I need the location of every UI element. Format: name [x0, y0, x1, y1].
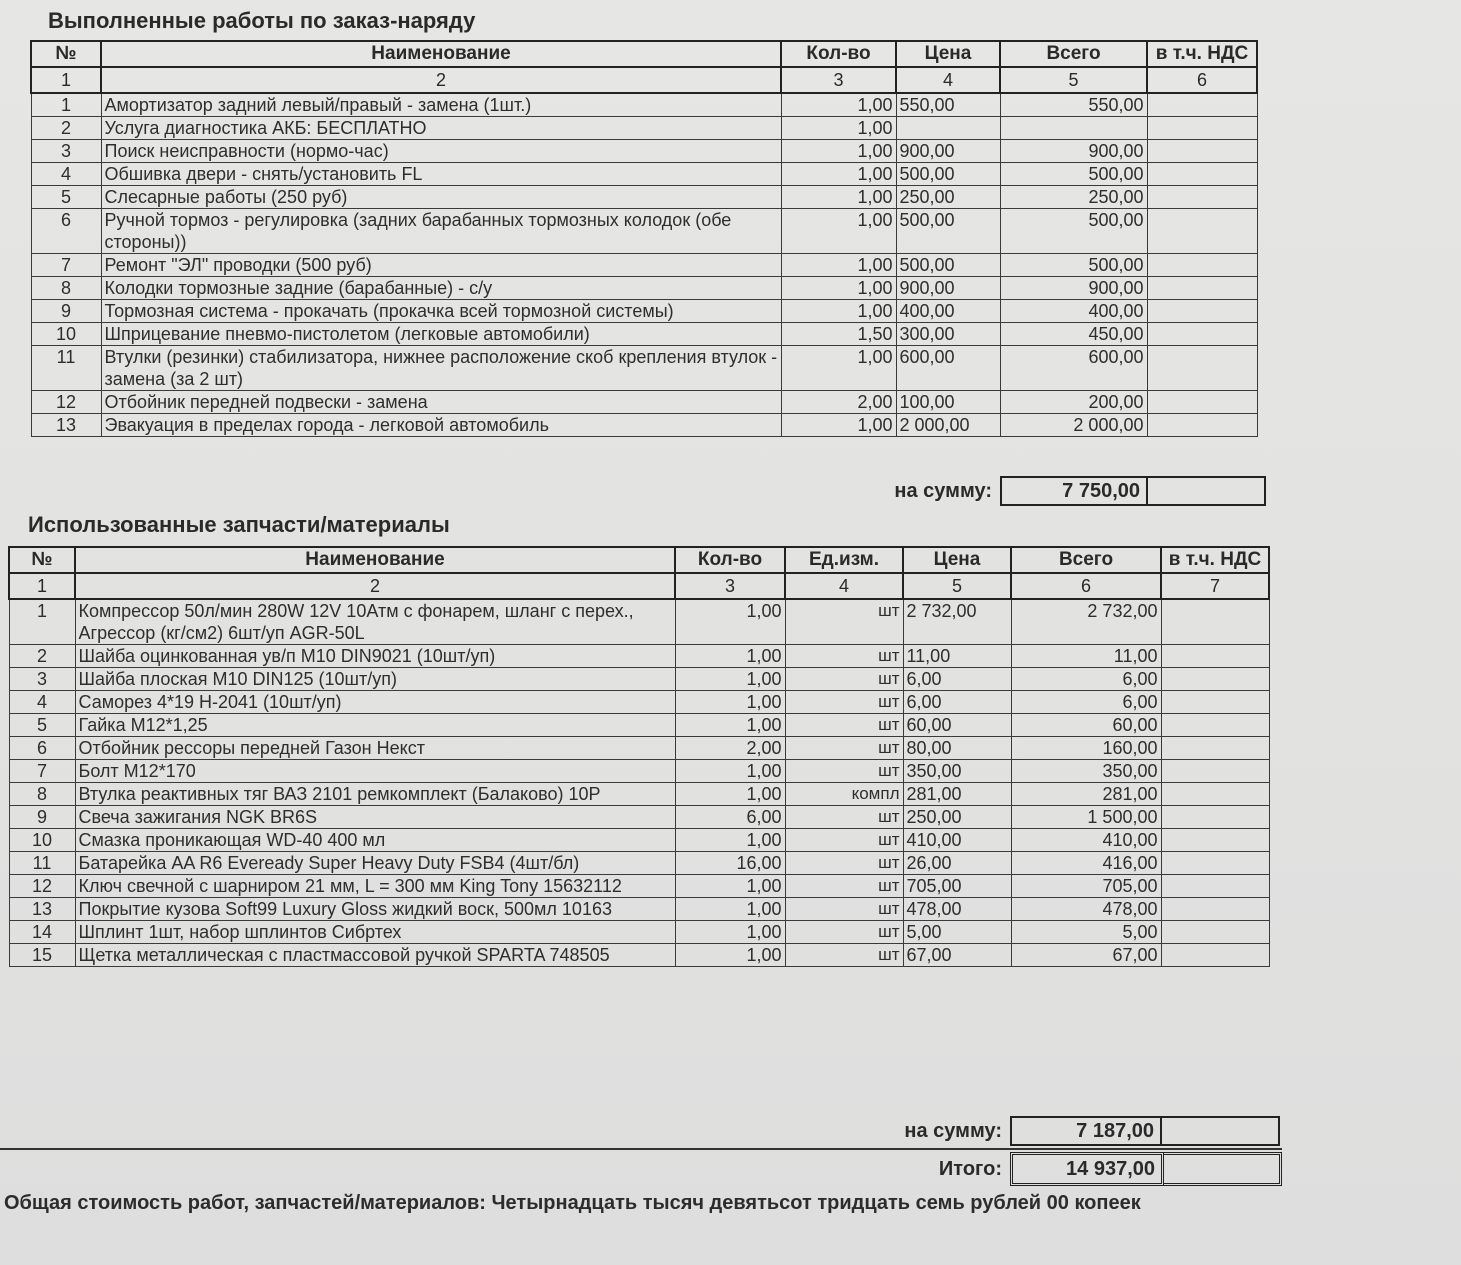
- works-quantity-cell: 1,00: [781, 300, 896, 323]
- parts-row-number-cell: 11: [9, 852, 75, 875]
- parts-price-cell: 281,00: [903, 783, 1011, 806]
- parts-price-cell: 6,00: [903, 668, 1011, 691]
- grand-total-value: 14 937,00: [1010, 1152, 1164, 1186]
- works-row-number-cell: 10: [31, 323, 101, 346]
- works-item-name-cell: Услуга диагностика АКБ: БЕСПЛАТНО: [101, 117, 781, 140]
- parts-header-total: Всего: [1011, 547, 1161, 573]
- works-table-row: [31, 254, 1257, 277]
- works-quantity-cell: 1,00: [781, 277, 896, 300]
- works-item-name-cell: Ремонт "ЭЛ" проводки (500 руб): [101, 254, 781, 277]
- parts-vat-cell: [1161, 737, 1269, 760]
- parts-sum-label: на сумму:: [904, 1119, 1002, 1142]
- parts-item-name-cell: Саморез 4*19 Н-2041 (10шт/уп): [75, 691, 675, 714]
- parts-colnum: 1: [9, 573, 75, 599]
- works-item-name-cell: Тормозная система - прокачать (прокачка всей тормозной системы): [101, 300, 781, 323]
- parts-unit-cell: шт: [785, 599, 903, 645]
- works-quantity-cell: 1,00: [781, 209, 896, 254]
- works-header-total: Всего: [1000, 41, 1147, 67]
- parts-table-row: [9, 806, 1269, 829]
- works-row-number-cell: 11: [31, 346, 101, 391]
- parts-table: [8, 546, 1270, 967]
- parts-row-number-cell: 5: [9, 714, 75, 737]
- works-row-number-cell: 12: [31, 391, 101, 414]
- parts-item-name-cell: Компрессор 50л/мин 280W 12V 10Атм с фонарем, шланг с перех., Агрессор (кг/см2) 6шт/уп AGR-50L: [75, 599, 675, 645]
- parts-price-cell: 80,00: [903, 737, 1011, 760]
- works-sum-value: 7 750,00: [1000, 476, 1148, 506]
- parts-table-row: [9, 852, 1269, 875]
- parts-unit-cell: шт: [785, 921, 903, 944]
- works-vat-cell: [1147, 254, 1257, 277]
- parts-quantity-cell: 1,00: [675, 714, 785, 737]
- parts-item-name-cell: Смазка проникающая WD-40 400 мл: [75, 829, 675, 852]
- parts-sum-row: [760, 1116, 1280, 1146]
- works-total-cell: 500,00: [1000, 209, 1147, 254]
- parts-total-cell: 2 732,00: [1011, 599, 1161, 645]
- works-price-cell: [896, 117, 1000, 140]
- parts-header-price: Цена: [903, 547, 1011, 573]
- parts-quantity-cell: 1,00: [675, 599, 785, 645]
- parts-quantity-cell: 1,00: [675, 645, 785, 668]
- works-price-cell: 100,00: [896, 391, 1000, 414]
- parts-quantity-cell: 1,00: [675, 944, 785, 967]
- works-vat-cell: [1147, 391, 1257, 414]
- parts-row-number-cell: 6: [9, 737, 75, 760]
- works-row-number-cell: 8: [31, 277, 101, 300]
- parts-total-cell: 6,00: [1011, 691, 1161, 714]
- parts-unit-cell: шт: [785, 691, 903, 714]
- parts-item-name-cell: Шплинт 1шт, набор шплинтов Сибртех: [75, 921, 675, 944]
- parts-price-cell: 410,00: [903, 829, 1011, 852]
- parts-header-name: Наименование: [75, 547, 675, 573]
- works-header-name: Наименование: [101, 41, 781, 67]
- works-row-number-cell: 3: [31, 140, 101, 163]
- parts-unit-cell: шт: [785, 898, 903, 921]
- works-table-row: [31, 300, 1257, 323]
- works-table-row: [31, 93, 1257, 117]
- parts-colnum: 3: [675, 573, 785, 599]
- parts-item-name-cell: Покрытие кузова Soft99 Luxury Gloss жидкий воск, 500мл 10163: [75, 898, 675, 921]
- parts-item-name-cell: Болт М12*170: [75, 760, 675, 783]
- works-sum-label: на сумму:: [894, 479, 992, 502]
- works-header-qty: Кол-во: [781, 41, 896, 67]
- parts-quantity-cell: 1,00: [675, 921, 785, 944]
- works-colnum: 4: [896, 67, 1000, 93]
- works-total-cell: 400,00: [1000, 300, 1147, 323]
- works-section-title: Выполненные работы по заказ-наряду: [48, 8, 476, 33]
- grand-total-label: Итого:: [938, 1157, 1002, 1180]
- parts-unit-cell: шт: [785, 668, 903, 691]
- parts-table-row: [9, 691, 1269, 714]
- works-price-cell: 900,00: [896, 140, 1000, 163]
- works-quantity-cell: 1,00: [781, 140, 896, 163]
- parts-price-cell: 350,00: [903, 760, 1011, 783]
- works-table-row: [31, 140, 1257, 163]
- parts-row-number-cell: 9: [9, 806, 75, 829]
- works-item-name-cell: Амортизатор задний левый/правый - замена (1шт.): [101, 93, 781, 117]
- works-price-cell: 2 000,00: [896, 414, 1000, 437]
- parts-price-cell: 5,00: [903, 921, 1011, 944]
- parts-quantity-cell: 1,00: [675, 875, 785, 898]
- parts-table-row: [9, 645, 1269, 668]
- works-table-row: [31, 209, 1257, 254]
- works-price-cell: 400,00: [896, 300, 1000, 323]
- parts-row-number-cell: 12: [9, 875, 75, 898]
- parts-unit-cell: шт: [785, 829, 903, 852]
- parts-total-cell: 705,00: [1011, 875, 1161, 898]
- works-total-cell: 200,00: [1000, 391, 1147, 414]
- works-total-cell: [1000, 117, 1147, 140]
- works-vat-cell: [1147, 414, 1257, 437]
- works-sum-vat: [1148, 476, 1266, 506]
- parts-row-number-cell: 13: [9, 898, 75, 921]
- works-vat-cell: [1147, 323, 1257, 346]
- works-row-number-cell: 7: [31, 254, 101, 277]
- parts-header-num: №: [9, 547, 75, 573]
- parts-table-row: [9, 783, 1269, 806]
- amount-in-words: Общая стоимость работ, запчастей/материалов: Четырнадцать тысяч девятьсот тридцать семь рублей 00 копеек: [4, 1192, 1141, 1214]
- parts-price-cell: 60,00: [903, 714, 1011, 737]
- parts-row-number-cell: 4: [9, 691, 75, 714]
- works-total-cell: 2 000,00: [1000, 414, 1147, 437]
- parts-item-name-cell: Гайка М12*1,25: [75, 714, 675, 737]
- works-total-cell: 550,00: [1000, 93, 1147, 117]
- works-quantity-cell: 1,00: [781, 163, 896, 186]
- parts-colnum: 6: [1011, 573, 1161, 599]
- parts-quantity-cell: 1,00: [675, 783, 785, 806]
- parts-table-row: [9, 944, 1269, 967]
- parts-vat-cell: [1161, 852, 1269, 875]
- works-price-cell: 500,00: [896, 209, 1000, 254]
- parts-header-unit: Ед.изм.: [785, 547, 903, 573]
- parts-item-name-cell: Шайба оцинкованная ув/п М10 DIN9021 (10шт/уп): [75, 645, 675, 668]
- grand-total-vat: [1164, 1152, 1282, 1186]
- parts-table-row: [9, 599, 1269, 645]
- parts-header-row: [9, 547, 1269, 573]
- works-vat-cell: [1147, 300, 1257, 323]
- works-row-number-cell: 4: [31, 163, 101, 186]
- works-quantity-cell: 2,00: [781, 391, 896, 414]
- works-price-cell: 500,00: [896, 163, 1000, 186]
- parts-total-cell: 410,00: [1011, 829, 1161, 852]
- works-row-number-cell: 1: [31, 93, 101, 117]
- parts-vat-cell: [1161, 714, 1269, 737]
- parts-quantity-cell: 1,00: [675, 760, 785, 783]
- works-colnum: 3: [781, 67, 896, 93]
- works-table: [30, 40, 1258, 437]
- parts-vat-cell: [1161, 944, 1269, 967]
- works-item-name-cell: Поиск неисправности (нормо-час): [101, 140, 781, 163]
- parts-unit-cell: шт: [785, 944, 903, 967]
- works-quantity-cell: 1,00: [781, 414, 896, 437]
- works-item-name-cell: Втулки (резинки) стабилизатора, нижнее расположение скоб крепления втулок - замена (за 2 шт): [101, 346, 781, 391]
- works-item-name-cell: Отбойник передней подвески - замена: [101, 391, 781, 414]
- parts-table-row: [9, 737, 1269, 760]
- parts-unit-cell: компл: [785, 783, 903, 806]
- works-total-cell: 250,00: [1000, 186, 1147, 209]
- parts-unit-cell: шт: [785, 852, 903, 875]
- parts-table-row: [9, 668, 1269, 691]
- parts-row-number-cell: 1: [9, 599, 75, 645]
- parts-vat-cell: [1161, 668, 1269, 691]
- works-item-name-cell: Колодки тормозные задние (барабанные) - с/у: [101, 277, 781, 300]
- parts-total-cell: 6,00: [1011, 668, 1161, 691]
- parts-sum-value: 7 187,00: [1010, 1116, 1162, 1146]
- parts-header-qty: Кол-во: [675, 547, 785, 573]
- parts-price-cell: 478,00: [903, 898, 1011, 921]
- works-price-cell: 550,00: [896, 93, 1000, 117]
- works-item-name-cell: Слесарные работы (250 руб): [101, 186, 781, 209]
- parts-total-cell: 67,00: [1011, 944, 1161, 967]
- works-total-cell: 900,00: [1000, 277, 1147, 300]
- parts-row-number-cell: 8: [9, 783, 75, 806]
- works-price-cell: 500,00: [896, 254, 1000, 277]
- parts-vat-cell: [1161, 806, 1269, 829]
- grand-total-row: [760, 1152, 1282, 1186]
- parts-sum-vat: [1162, 1116, 1280, 1146]
- works-total-cell: 450,00: [1000, 323, 1147, 346]
- works-sum-row: [760, 476, 1266, 506]
- parts-colnum: 2: [75, 573, 675, 599]
- parts-unit-cell: шт: [785, 875, 903, 898]
- divider-line: [0, 1148, 1282, 1150]
- parts-header-vat: в т.ч. НДС: [1161, 547, 1269, 573]
- parts-unit-cell: шт: [785, 714, 903, 737]
- works-price-cell: 900,00: [896, 277, 1000, 300]
- works-table-row: [31, 277, 1257, 300]
- parts-row-number-cell: 15: [9, 944, 75, 967]
- parts-total-cell: 416,00: [1011, 852, 1161, 875]
- parts-colnum: 7: [1161, 573, 1269, 599]
- works-header-row: [31, 41, 1257, 67]
- parts-section-title: Использованные запчасти/материалы: [28, 512, 450, 537]
- parts-colnum: 5: [903, 573, 1011, 599]
- parts-row-number-cell: 2: [9, 645, 75, 668]
- works-total-cell: 900,00: [1000, 140, 1147, 163]
- works-table-row: [31, 186, 1257, 209]
- works-colnum: 2: [101, 67, 781, 93]
- works-colnum: 1: [31, 67, 101, 93]
- parts-price-cell: 250,00: [903, 806, 1011, 829]
- works-table-row: [31, 163, 1257, 186]
- parts-quantity-cell: 1,00: [675, 829, 785, 852]
- works-vat-cell: [1147, 117, 1257, 140]
- works-row-number-cell: 5: [31, 186, 101, 209]
- works-total-cell: 500,00: [1000, 254, 1147, 277]
- parts-table-row: [9, 898, 1269, 921]
- works-item-name-cell: Обшивка двери - снять/установить FL: [101, 163, 781, 186]
- works-vat-cell: [1147, 140, 1257, 163]
- parts-vat-cell: [1161, 691, 1269, 714]
- works-row-number-cell: 9: [31, 300, 101, 323]
- parts-table-row: [9, 875, 1269, 898]
- works-header-price: Цена: [896, 41, 1000, 67]
- works-quantity-cell: 1,50: [781, 323, 896, 346]
- parts-price-cell: 67,00: [903, 944, 1011, 967]
- parts-quantity-cell: 1,00: [675, 691, 785, 714]
- parts-price-cell: 6,00: [903, 691, 1011, 714]
- parts-item-name-cell: Втулка реактивных тяг ВАЗ 2101 ремкомплект (Балаково) 10Р: [75, 783, 675, 806]
- parts-column-numbers-row: [9, 573, 1269, 599]
- works-vat-cell: [1147, 186, 1257, 209]
- works-vat-cell: [1147, 277, 1257, 300]
- works-row-number-cell: 13: [31, 414, 101, 437]
- works-total-cell: 500,00: [1000, 163, 1147, 186]
- parts-price-cell: 26,00: [903, 852, 1011, 875]
- parts-unit-cell: шт: [785, 806, 903, 829]
- works-table-row: [31, 117, 1257, 140]
- works-item-name-cell: Ручной тормоз - регулировка (задних барабанных тормозных колодок (обе стороны)): [101, 209, 781, 254]
- parts-vat-cell: [1161, 599, 1269, 645]
- works-column-numbers-row: [31, 67, 1257, 93]
- works-table-row: [31, 323, 1257, 346]
- parts-vat-cell: [1161, 760, 1269, 783]
- works-vat-cell: [1147, 163, 1257, 186]
- parts-price-cell: 2 732,00: [903, 599, 1011, 645]
- parts-price-cell: 705,00: [903, 875, 1011, 898]
- parts-total-cell: 11,00: [1011, 645, 1161, 668]
- works-price-cell: 250,00: [896, 186, 1000, 209]
- parts-table-row: [9, 829, 1269, 852]
- parts-vat-cell: [1161, 898, 1269, 921]
- works-vat-cell: [1147, 346, 1257, 391]
- parts-total-cell: 478,00: [1011, 898, 1161, 921]
- works-header-vat: в т.ч. НДС: [1147, 41, 1257, 67]
- parts-unit-cell: шт: [785, 645, 903, 668]
- works-quantity-cell: 1,00: [781, 93, 896, 117]
- parts-vat-cell: [1161, 783, 1269, 806]
- parts-row-number-cell: 3: [9, 668, 75, 691]
- works-row-number-cell: 6: [31, 209, 101, 254]
- works-quantity-cell: 1,00: [781, 346, 896, 391]
- parts-table-row: [9, 714, 1269, 737]
- parts-row-number-cell: 7: [9, 760, 75, 783]
- parts-quantity-cell: 16,00: [675, 852, 785, 875]
- works-price-cell: 300,00: [896, 323, 1000, 346]
- parts-colnum: 4: [785, 573, 903, 599]
- works-total-cell: 600,00: [1000, 346, 1147, 391]
- parts-vat-cell: [1161, 875, 1269, 898]
- parts-total-cell: 5,00: [1011, 921, 1161, 944]
- works-row-number-cell: 2: [31, 117, 101, 140]
- works-vat-cell: [1147, 209, 1257, 254]
- parts-price-cell: 11,00: [903, 645, 1011, 668]
- parts-item-name-cell: Шайба плоская М10 DIN125 (10шт/уп): [75, 668, 675, 691]
- parts-item-name-cell: Отбойник рессоры передней Газон Некст: [75, 737, 675, 760]
- parts-unit-cell: шт: [785, 737, 903, 760]
- parts-item-name-cell: Свеча зажигания NGK BR6S: [75, 806, 675, 829]
- parts-total-cell: 1 500,00: [1011, 806, 1161, 829]
- parts-quantity-cell: 1,00: [675, 668, 785, 691]
- parts-total-cell: 281,00: [1011, 783, 1161, 806]
- works-item-name-cell: Шприцевание пневмо-пистолетом (легковые автомобили): [101, 323, 781, 346]
- parts-quantity-cell: 2,00: [675, 737, 785, 760]
- parts-item-name-cell: Батарейка AA R6 Eveready Super Heavy Duty FSB4 (4шт/бл): [75, 852, 675, 875]
- works-quantity-cell: 1,00: [781, 117, 896, 140]
- works-colnum: 6: [1147, 67, 1257, 93]
- works-table-row: [31, 391, 1257, 414]
- parts-table-row: [9, 760, 1269, 783]
- works-header-num: №: [31, 41, 101, 67]
- parts-vat-cell: [1161, 645, 1269, 668]
- parts-item-name-cell: Ключ свечной с шарниром 21 мм, L = 300 мм King Tony 15632112: [75, 875, 675, 898]
- works-item-name-cell: Эвакуация в пределах города - легковой автомобиль: [101, 414, 781, 437]
- works-price-cell: 600,00: [896, 346, 1000, 391]
- parts-quantity-cell: 1,00: [675, 898, 785, 921]
- works-vat-cell: [1147, 93, 1257, 117]
- works-quantity-cell: 1,00: [781, 254, 896, 277]
- parts-quantity-cell: 6,00: [675, 806, 785, 829]
- works-table-row: [31, 346, 1257, 391]
- parts-total-cell: 160,00: [1011, 737, 1161, 760]
- parts-item-name-cell: Щетка металлическая с пластмассовой ручкой SPARTA 748505: [75, 944, 675, 967]
- parts-row-number-cell: 10: [9, 829, 75, 852]
- parts-vat-cell: [1161, 921, 1269, 944]
- parts-total-cell: 60,00: [1011, 714, 1161, 737]
- works-colnum: 5: [1000, 67, 1147, 93]
- parts-row-number-cell: 14: [9, 921, 75, 944]
- parts-unit-cell: шт: [785, 760, 903, 783]
- parts-total-cell: 350,00: [1011, 760, 1161, 783]
- parts-vat-cell: [1161, 829, 1269, 852]
- works-table-row: [31, 414, 1257, 437]
- works-quantity-cell: 1,00: [781, 186, 896, 209]
- parts-table-row: [9, 921, 1269, 944]
